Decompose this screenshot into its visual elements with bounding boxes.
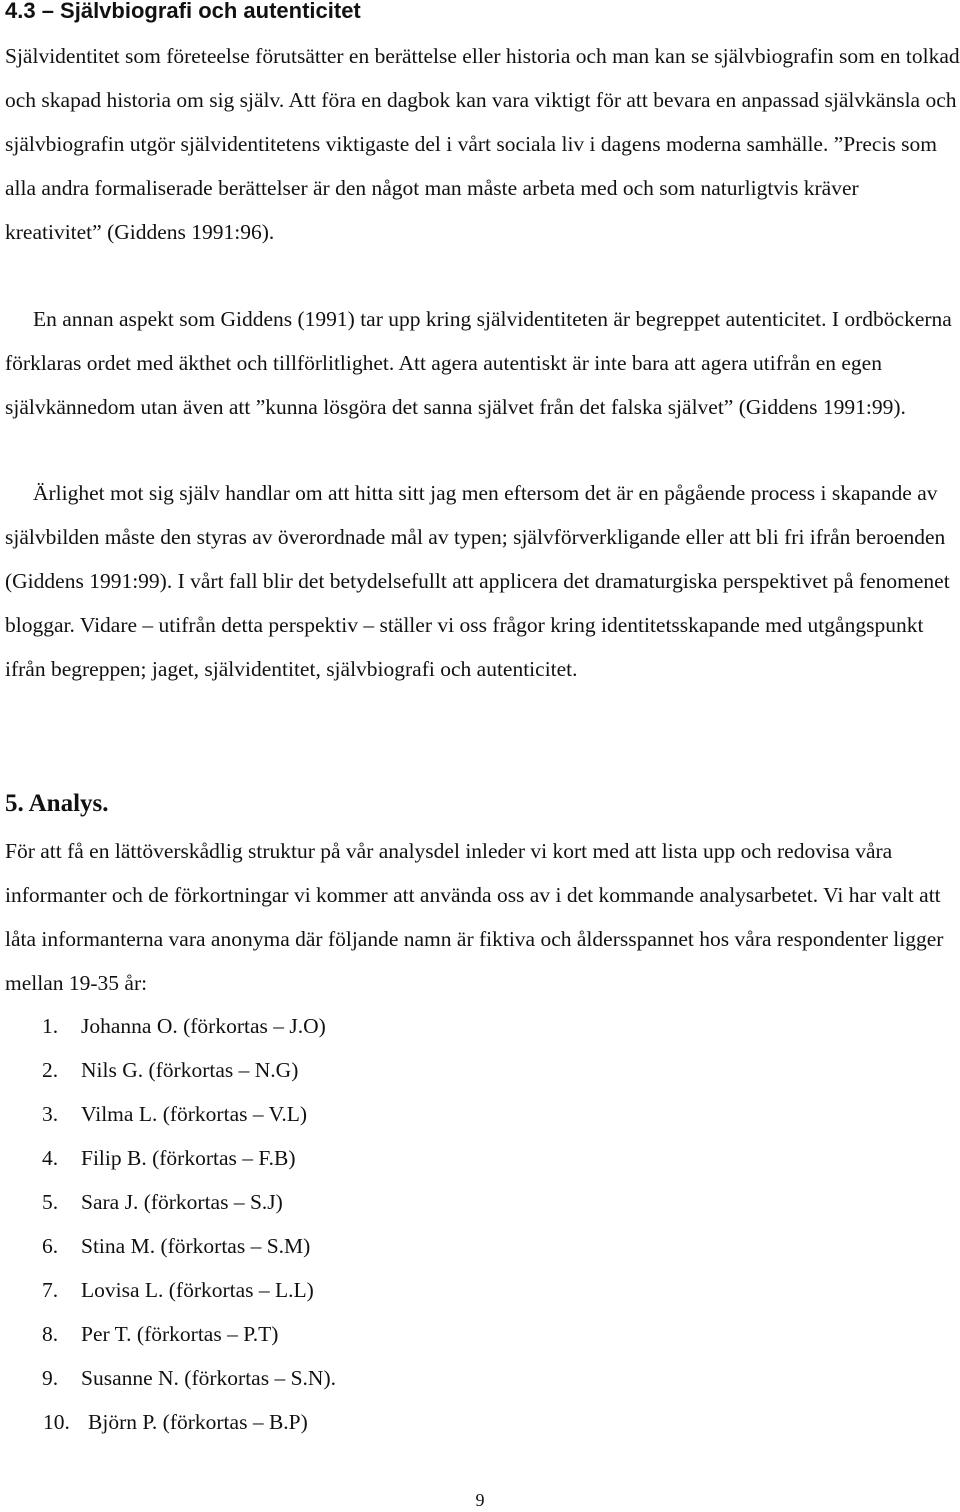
list-item-text: Stina M. (förkortas – S.M) bbox=[81, 1234, 311, 1258]
list-item-number: 3. bbox=[42, 1102, 59, 1126]
list-item-text: Filip B. (förkortas – F.B) bbox=[81, 1146, 296, 1170]
page-number: 9 bbox=[475, 1490, 485, 1510]
list-item-text: Lovisa L. (förkortas – L.L) bbox=[81, 1278, 314, 1302]
list-item bbox=[0, 1356, 700, 1400]
list-item-number: 5. bbox=[42, 1190, 59, 1214]
analysis-heading: 5. Analys. bbox=[5, 790, 109, 817]
list-item-text: Per T. (förkortas – P.T) bbox=[81, 1322, 279, 1346]
list-item-text: Nils G. (förkortas – N.G) bbox=[81, 1058, 299, 1082]
list-item bbox=[0, 1400, 700, 1444]
list-item-number: 4. bbox=[42, 1146, 59, 1170]
list-item bbox=[0, 1004, 700, 1048]
paragraph-autobiography: Självidentitet som företeelse förutsätter en berättelse eller historia och man kan se självbiografin som en tolkad och skapad historia om sig själv. Att föra en dagbok kan vara viktigt för att bevara en anpassad självkänsla och självbiografin utgör självidentitetens viktigaste del i vårt sociala liv i dagens moderna samhälle. ”Precis som alla andra formaliserade berättelser är den något man måste arbeta med och som naturligtvis kräver kreativitet” (Giddens 1991:96). bbox=[5, 44, 960, 244]
list-item bbox=[0, 1180, 700, 1224]
list-item-number: 7. bbox=[42, 1278, 59, 1302]
list-item-number: 6. bbox=[42, 1234, 59, 1258]
list-item-number: 1. bbox=[42, 1014, 59, 1038]
list-item bbox=[0, 1136, 700, 1180]
section-heading: 4.3 – Självbiografi och autenticitet bbox=[5, 0, 361, 23]
analysis-intro-paragraph: För att få en lättöverskådlig struktur på vår analysdel inleder vi kort med att lista upp och redovisa våra informanter och de förkortningar vi kommer att använda oss av i det kommande analysarbetet. Vi har valt att låta informanterna vara anonyma där följande namn är fiktiva och åldersspannet hos våra respondenter ligger mellan 19-35 år: bbox=[5, 839, 944, 995]
list-item bbox=[0, 1048, 700, 1092]
list-item-text: Johanna O. (förkortas – J.O) bbox=[81, 1014, 326, 1038]
list-item bbox=[0, 1312, 700, 1356]
informant-list bbox=[0, 1004, 700, 1444]
list-item-text: Björn P. (förkortas – B.P) bbox=[88, 1410, 308, 1434]
list-item-number: 2. bbox=[42, 1058, 59, 1082]
paragraph-honesty: Ärlighet mot sig själv handlar om att hitta sitt jag men eftersom det är en pågående process i skapande av självbilden måste den styras av överordnade mål av typen; självförverkligande eller att bli fri ifrån beroenden (Giddens 1991:99). I vårt fall blir det betydelsefullt att applicera det dramaturgiska perspektivet på fenomenet bloggar. Vidare – utifrån detta perspektiv – ställer vi oss frågor kring identitetsskapande med utgångspunkt ifrån begreppen; jaget, självidentitet, självbiografi och autenticitet. bbox=[5, 481, 950, 681]
list-item-text: Sara J. (förkortas – S.J) bbox=[81, 1190, 283, 1214]
list-item bbox=[0, 1268, 700, 1312]
list-item-text: Susanne N. (förkortas – S.N). bbox=[81, 1366, 336, 1390]
list-item bbox=[0, 1224, 700, 1268]
paragraph-authenticity: En annan aspekt som Giddens (1991) tar upp kring självidentiteten är begreppet autenticitet. I ordböckerna förklaras ordet med äkthet och tillförlitlighet. Att agera autentiskt är inte bara att agera utifrån en egen självkännedom utan även att ”kunna lösgöra det sanna självet från det falska självet” (Giddens 1991:99). bbox=[5, 307, 952, 419]
list-item bbox=[0, 1092, 700, 1136]
list-item-number: 8. bbox=[42, 1322, 59, 1346]
list-item-number: 10. bbox=[43, 1410, 70, 1434]
list-item-text: Vilma L. (förkortas – V.L) bbox=[81, 1102, 308, 1126]
list-item-number: 9. bbox=[42, 1366, 59, 1390]
